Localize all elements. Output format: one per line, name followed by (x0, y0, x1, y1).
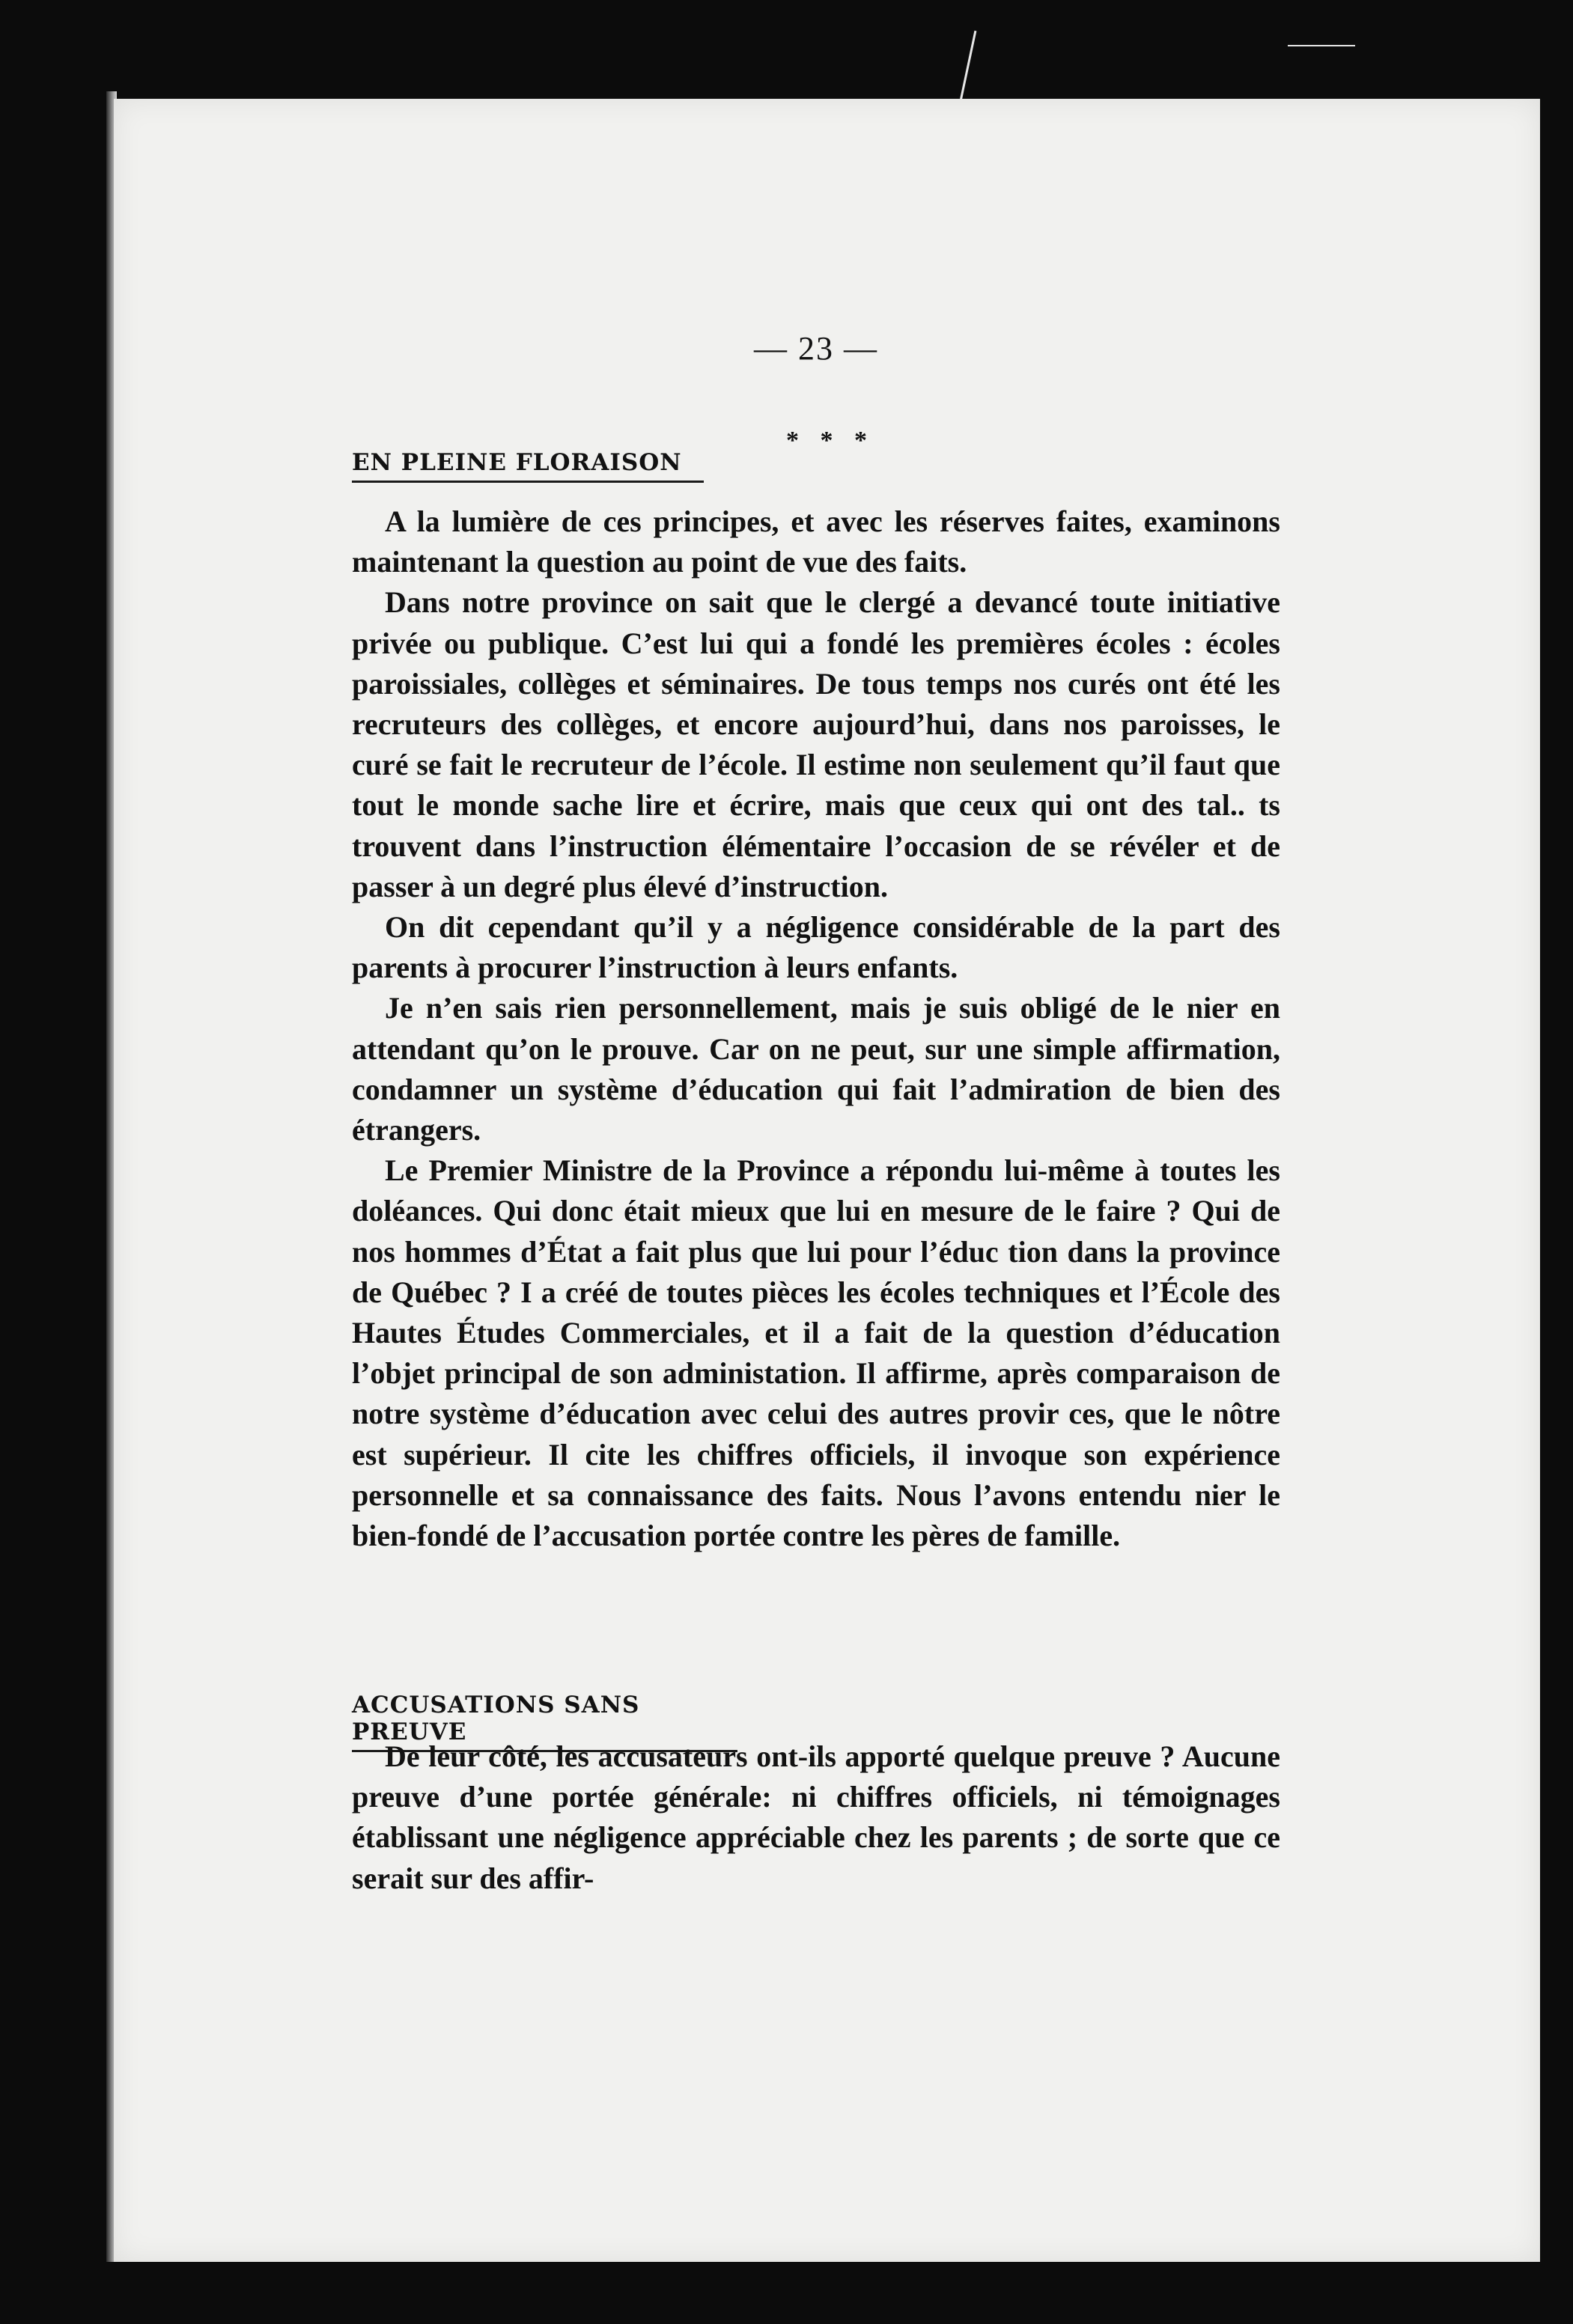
scratch-mark (1288, 45, 1355, 46)
paragraph: Dans notre province on sait que le clergé a devancé toute initiative privée ou publique. C’est lui qui a fondé les premières écoles : écoles paroissiales, collèges et séminaires. De tous temps nos curés ont été les recruteurs des collèges, et encore aujourd’hui, dans nos paroisses, le curé se fait le recruteur de l’école. Il estime non seulement qu’il faut que tout le monde sache lire et écrire, mais que ceux qui ont des tal.. ts trouvent dans l’instruction élémentaire l’occasion de se révéler et de passer à un degré plus élevé d’instruction. (352, 585, 1280, 903)
paragraph: De leur côté, les accusateurs ont-ils apporté quelque preuve ? Aucune preuve d’une portée générale: ni chiffres officiels, ni témoignages établissant une négligence appréciable chez les parents ; de sorte que ce serait sur des affir- (352, 1739, 1280, 1895)
document-page (114, 99, 1540, 2262)
section-heading-en-pleine-floraison: EN PLEINE FLORAISON (352, 449, 704, 483)
paragraph: On dit cependant qu’il y a négligence considérable de la part des parents à procurer l’instruction à leurs enfants. (352, 910, 1280, 985)
page-number: — 23 — (754, 330, 878, 367)
section-body-2 (352, 1736, 1280, 1899)
section-separator: * * * (786, 427, 874, 454)
paragraph: Le Premier Ministre de la Province a répondu lui-même à toutes les doléances. Qui donc était mieux que lui en mesure de le faire ? Qui de nos hommes d’État a fait plus que lui pour l’éduc tion dans la province de Québec ? I a créé de toutes pièces les écoles techniques et l’École des Hautes Études Commerciales, et il a fait de la question d’éducation l’objet principal de son administation. Il affirme, après comparaison de notre système d’éducation avec celui des autres provir ces, que le nôtre est supérieur. Il cite les chiffres officiels, il invoque son expérience personnelle et sa connaissance des faits. Nous l’avons entendu nier le bien-fondé de l’accusation portée contre les pères de famille. (352, 1153, 1280, 1553)
paragraph: A la lumière de ces principes, et avec les réserves faites, examinons maintenant la question au point de vue des faits. (352, 504, 1280, 579)
paragraph: Je n’en sais rien personnellement, mais je suis obligé de le nier en attendant qu’on le prouve. Car on ne peut, sur une simple affirmation, condamner un système d’éducation qui fait l’admiration de bien des étrangers. (352, 991, 1280, 1147)
section-heading-accusations-sans-preuve: ACCUSATIONS SANS PREUVE (352, 1692, 737, 1752)
section-body-1 (352, 501, 1280, 1556)
